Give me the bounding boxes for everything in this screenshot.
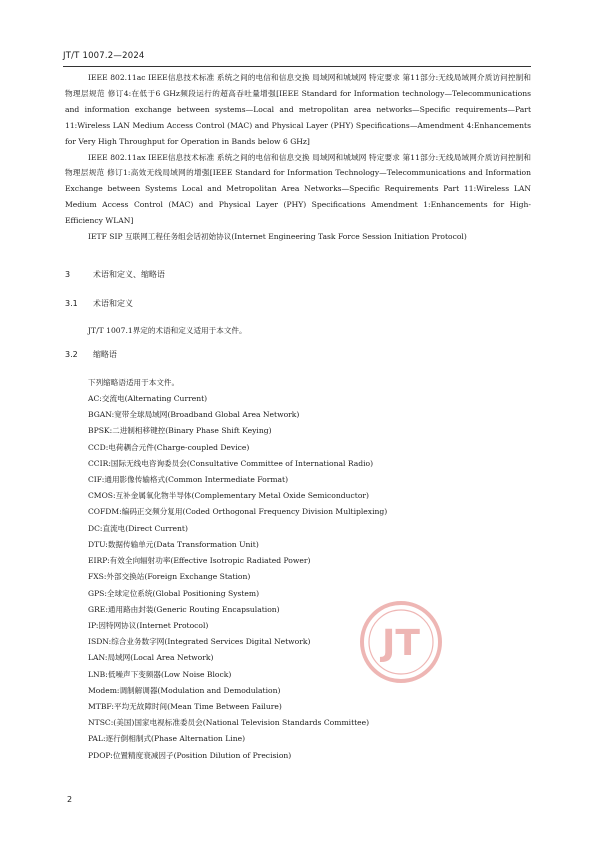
jt-watermark-stamp: [359, 600, 443, 684]
page-number: 2: [67, 795, 73, 804]
abbreviation-item: EIRP:有效全向辐射功率(Effective Isotropic Radiated Power): [88, 556, 311, 566]
abbreviation-item: IP:因特网协议(Internet Protocol): [88, 620, 209, 630]
abbreviation-item: BGAN:宽带全球局域网(Broadband Global Area Network): [88, 410, 300, 420]
document-code: JT/T 1007.2—2024: [63, 51, 145, 61]
section-title: 缩略语: [93, 349, 117, 359]
section-title: 术语和定义: [93, 298, 133, 308]
abbreviation-item: CCD:电荷耦合元件(Charge-coupled Device): [88, 442, 250, 452]
abbreviation-item: BPSK:二进制相移键控(Binary Phase Shift Keying): [88, 426, 272, 436]
abbreviation-item: AC:交流电(Alternating Current): [88, 394, 208, 404]
abbreviation-item: CCIR:国际无线电咨询委员会(Consultative Committee of International Radio): [88, 458, 374, 468]
abbreviation-item: ISDN:综合业务数字网(Integrated Services Digital Network): [88, 637, 311, 647]
abbreviation-item: DC:直流电(Direct Current): [88, 523, 188, 533]
abbreviation-item: MTBF:平均无故障时间(Mean Time Between Failure): [88, 701, 282, 711]
page-content: [65, 70, 531, 764]
abbreviations-intro: 下列缩略语适用于本文件。: [88, 377, 180, 387]
section-number: 3: [65, 269, 71, 279]
abbreviation-item: NTSC:(美国)国家电视标准委员会(National Television Standards Committee): [88, 718, 370, 728]
abbreviation-item: GRE:通用路由封装(Generic Routing Encapsulation): [88, 604, 280, 614]
abbreviation-item: DTU:数据传输单元(Data Transformation Unit): [88, 539, 259, 549]
abbreviation-item: COFDM:编码正交频分复用(Coded Orthogonal Frequency Division Multiplexing): [88, 507, 388, 517]
abbreviation-item: LNB:低噪声下变频器(Low Noise Block): [88, 669, 232, 679]
section-title: 术语和定义、缩略语: [93, 269, 165, 279]
abbreviation-item: PAL:逐行倒相制式(Phase Alternation Line): [88, 734, 246, 744]
abbreviation-item: Modem:调制解调器(Modulation and Demodulation): [88, 685, 281, 695]
abbreviation-item: CMOS:互补金属氧化物半导体(Complementary Metal Oxide Semiconductor): [88, 491, 369, 501]
abbreviation-item: LAN:局域网(Local Area Network): [88, 653, 214, 663]
section-3-heading: [65, 268, 531, 282]
section-number: 3.1: [65, 298, 78, 308]
abbreviation-item: CIF:通用影像传输格式(Common Intermediate Format): [88, 475, 289, 485]
abbreviation-item: GPS:全球定位系统(Global Positioning System): [88, 588, 260, 598]
abbreviation-item: PDOP:位置精度衰减因子(Position Dilution of Precision): [88, 750, 292, 760]
reference-ieee-80211ac: IEEE 802.11ac IEEE信息技术标准 系统之间的电信和信息交换 局域网和城域网 特定要求 第11部分:无线局域网介质访问控制和物理层规范 修订4:在低于6 GHz频段运行的超高吞吐量增强[IEEE Standard for Information technology—Telecommunications and information exchange between systems—Local and metropolitan area networks—Specific requirements—Part 11:Wireless LAN Medium Access Control (MAC) and Physical Layer (PHY) Specifications—Amendment 4:Enhancements for Very High Throughput for Operation in Bands below 6 GHz]: [65, 73, 531, 146]
stamp-text: JT: [382, 623, 420, 664]
reference-ieee-80211ax: IEEE 802.11ax IEEE信息技术标准 系统之间的电信和信息交换 局域网和城域网 特定要求 第11部分:无线局域网介质访问控制和物理层规范 修订1:高效无线局域网的增强[IEEE Standard for Information Technology—Telecommunications and Information Exchange between Systems Local and Metropolitan Area Networks—Specific Requirements Part 11:Wireless LAN Medium Access Control (MAC) and Physical Layer (PHY) Specifications Amendment 1:Enhancements for High-Efficiency WLAN]: [65, 152, 531, 226]
section-3-1-text: JT/T 1007.1界定的术语和定义适用于本文件。: [88, 325, 247, 335]
abbreviation-list: [65, 391, 531, 764]
section-number: 3.2: [65, 349, 78, 359]
reference-ietf-sip: IETF SIP 互联网工程任务组会话初始协议(Internet Engineering Task Force Session Initiation Protocol): [88, 232, 467, 242]
section-3-2-heading: [65, 348, 531, 362]
section-3-1-heading: [65, 297, 531, 311]
header-rule: [63, 66, 531, 67]
abbreviation-item: FXS:外部交换站(Foreign Exchange Station): [88, 572, 251, 582]
